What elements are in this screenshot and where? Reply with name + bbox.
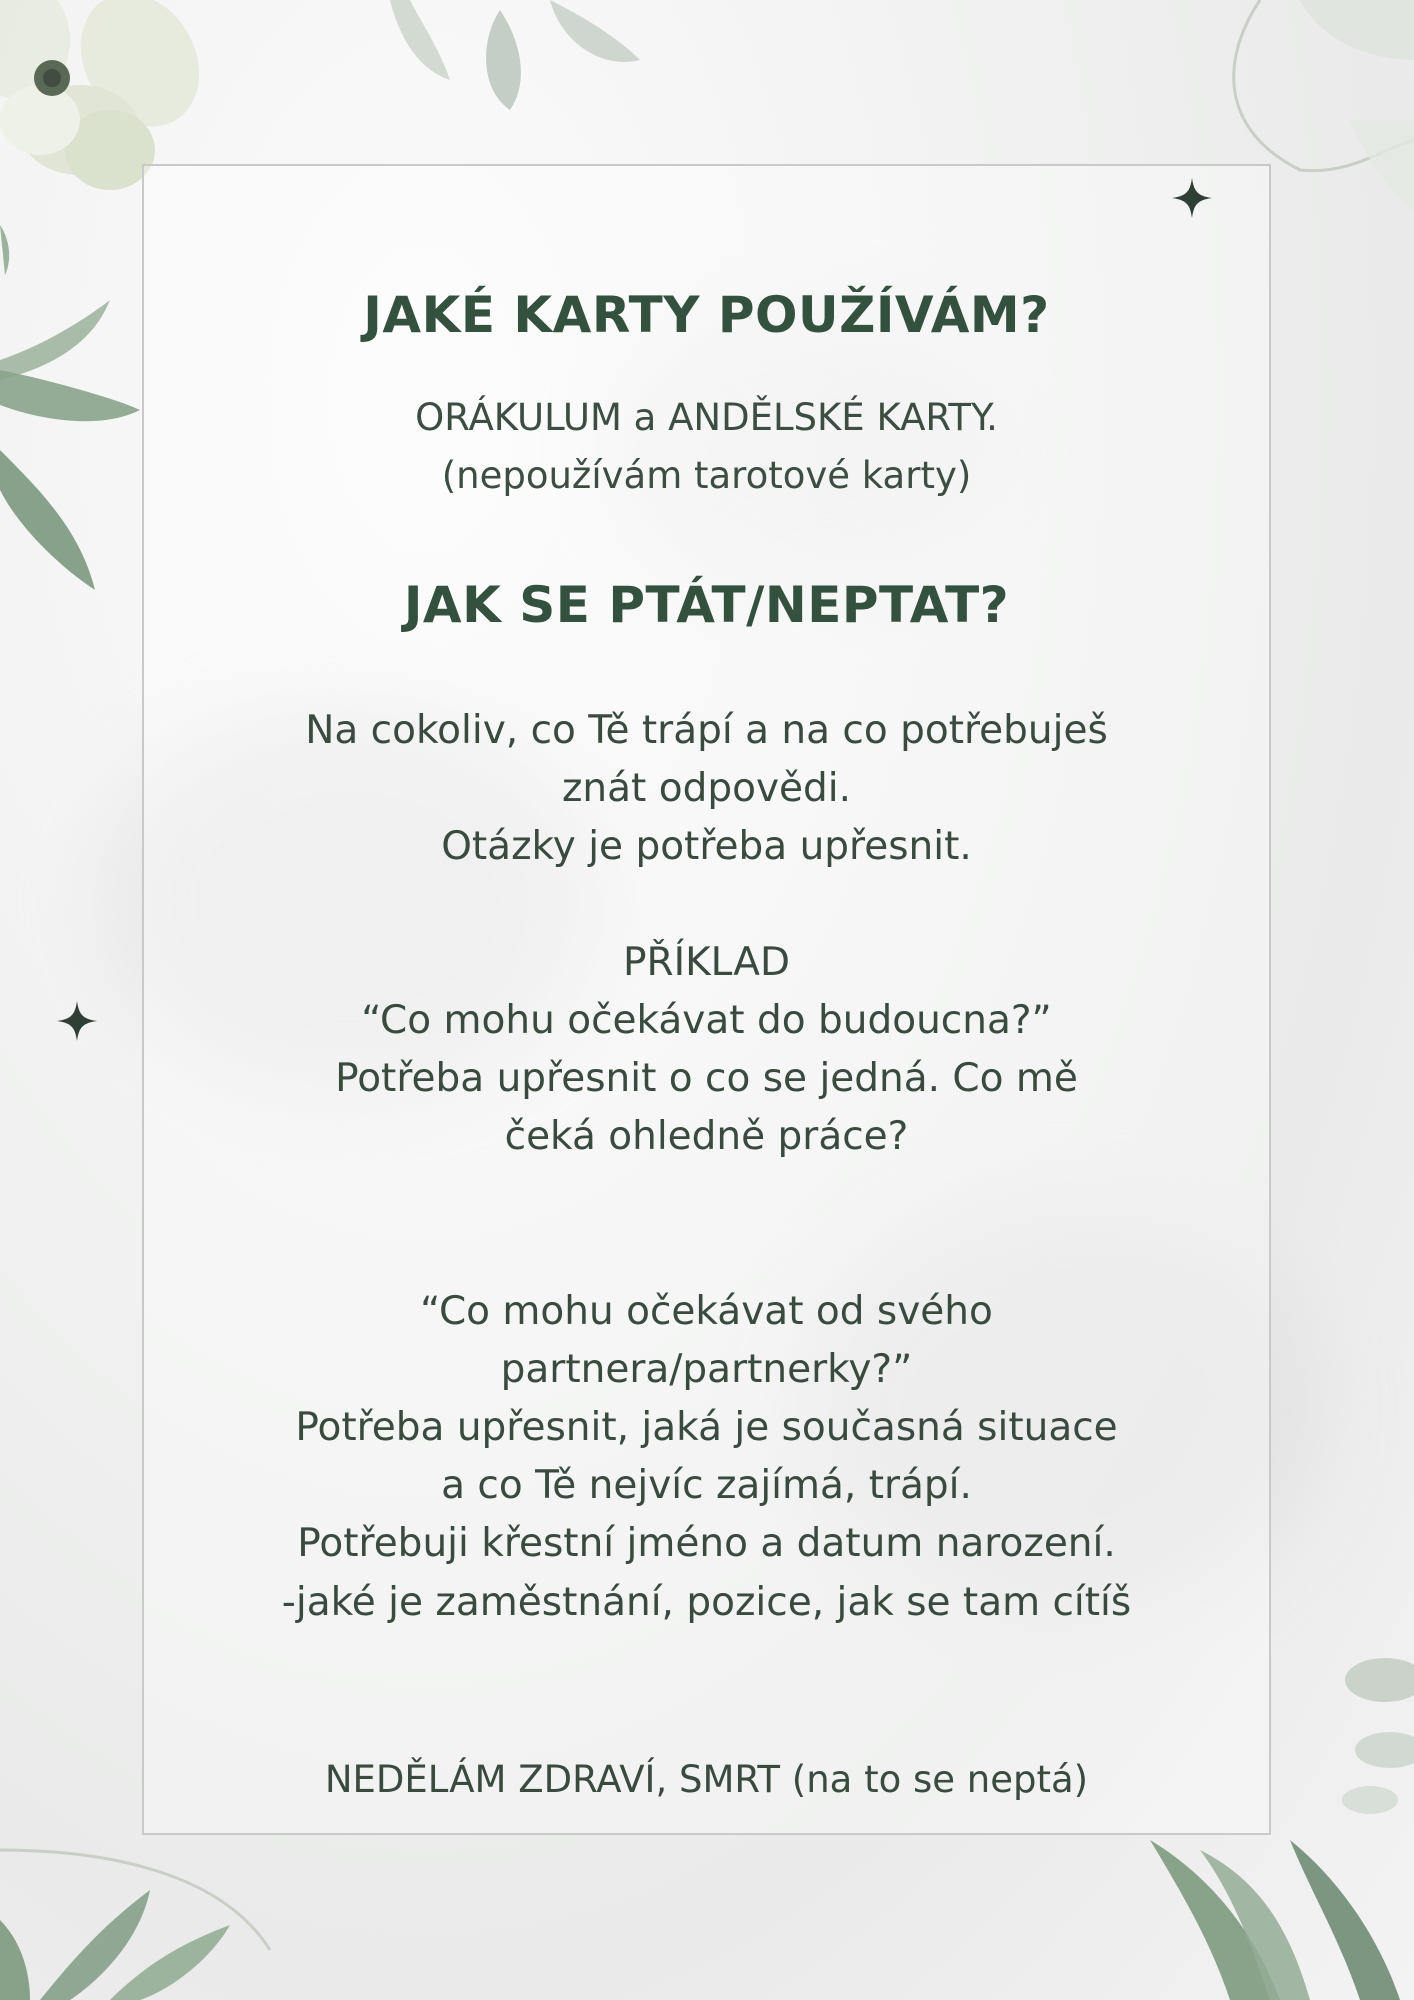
note xyxy=(142,1574,1271,1632)
example-block-2 xyxy=(142,1283,1271,1573)
example-answer-line: čeká ohledně práce? xyxy=(504,1114,909,1159)
sparkle-icon xyxy=(1172,178,1212,218)
note-line: -jaké je zaměstnání, pozice, jak se tam cítíš xyxy=(281,1580,1132,1625)
leaf-icon xyxy=(370,0,660,120)
sparkle-icon xyxy=(57,1001,97,1041)
example-question: “Co mohu očekávat do budoucna?” xyxy=(361,998,1052,1043)
intro-line: Otázky je potřeba upřesnit. xyxy=(441,824,972,869)
heading-cards: JAKÉ KARTY POUŽÍVÁM? xyxy=(363,286,1050,344)
cards-description xyxy=(142,389,1271,505)
example-label: PŘÍKLAD xyxy=(622,940,791,985)
footer-line: NEDĚLÁM ZDRAVÍ, SMRT (na to se neptá) xyxy=(324,1758,1089,1801)
example-question: partnera/partnerky?” xyxy=(500,1347,913,1392)
heading-how-to-ask: JAK SE PTÁT/NEPTAT? xyxy=(403,576,1010,634)
example-answer-line: Potřebuji křestní jméno a datum narození. xyxy=(297,1521,1116,1566)
example-question: “Co mohu očekávat od svého xyxy=(420,1289,993,1334)
example-answer-line: a co Tě nejvíc zajímá, trápí. xyxy=(441,1463,972,1508)
leaf-icon xyxy=(0,220,150,600)
cards-description-line: (nepoužívám tarotové karty) xyxy=(441,454,972,497)
cards-description-line: ORÁKULUM a ANDĚLSKÉ KARTY. xyxy=(415,396,998,439)
intro-line: znát odpovědi. xyxy=(561,766,852,811)
example-answer-line: Potřeba upřesnit, jaká je současná situace xyxy=(295,1405,1118,1450)
leaf-icon xyxy=(0,1830,300,2000)
example-block xyxy=(142,934,1271,1166)
intro-paragraph xyxy=(142,702,1271,876)
footer-disclaimer xyxy=(142,1751,1271,1809)
example-answer-line: Potřeba upřesnit o co se jedná. Co mě xyxy=(335,1056,1078,1101)
intro-line: Na cokoliv, co Tě trápí a na co potřebuješ xyxy=(305,708,1108,753)
